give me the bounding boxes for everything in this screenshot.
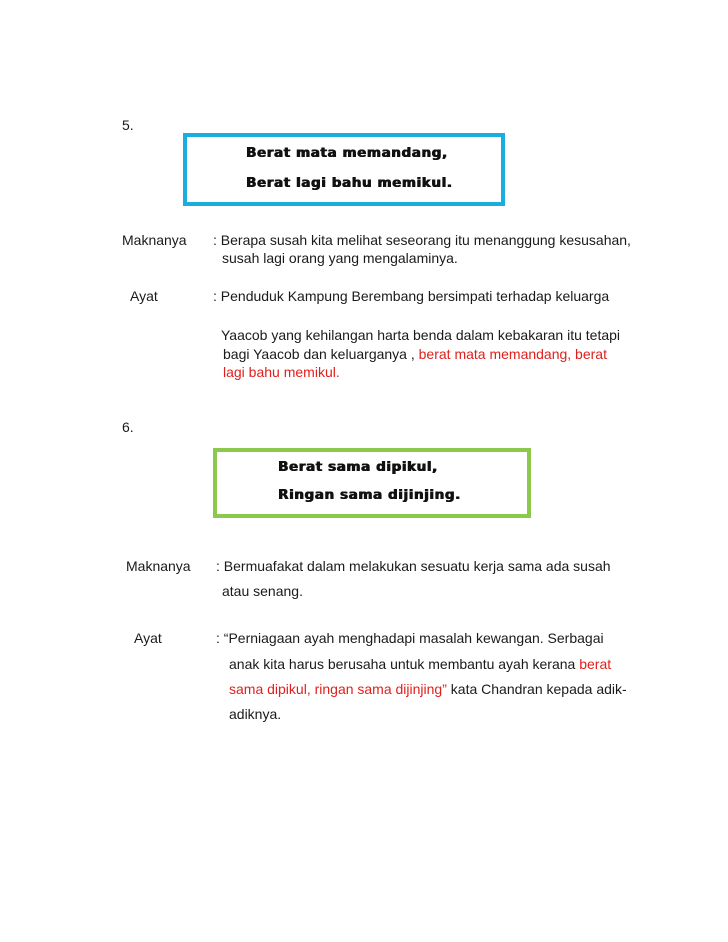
ayat-text-line-3 xyxy=(229,681,627,697)
ayat-plain-text: kata Chandran kepada adik- xyxy=(446,681,627,697)
ayat-plain-text: bagi Yaacob dan keluarganya , xyxy=(223,346,419,362)
maknanya-text-line-1: : Berapa susah kita melihat seseorang itu menanggung kesusahan, xyxy=(213,232,631,248)
maknanya-label: Maknanya xyxy=(122,232,187,248)
ayat-plain-text: anak kita harus berusaha untuk membantu ayah kerana xyxy=(229,656,580,672)
peribahasa-highlight: berat mata memandang, berat xyxy=(418,346,607,362)
proverb-line-1: Berat sama dipikul, xyxy=(278,459,438,475)
ayat-text-line-1: : Penduduk Kampung Berembang bersimpati terhadap keluarga xyxy=(213,288,610,304)
proverb-line-2: Ringan sama dijinjing. xyxy=(278,487,461,503)
ayat-text-line-2: Yaacob yang kehilangan harta benda dalam kebakaran itu tetapi xyxy=(221,327,621,343)
ayat-text-line-3 xyxy=(223,346,607,362)
ayat-text-line-4: adiknya. xyxy=(229,706,282,722)
ayat-label: Ayat xyxy=(134,630,162,646)
item-number: 6. xyxy=(122,419,134,435)
peribahasa-highlight: sama dipikul, ringan sama dijinjing” xyxy=(229,681,447,697)
proverb-line-2: Berat lagi bahu memikul. xyxy=(246,175,453,191)
ayat-text-line-2 xyxy=(229,656,611,672)
item-number: 5. xyxy=(122,117,134,133)
proverb-box xyxy=(183,133,505,206)
peribahasa-highlight-line-2: lagi bahu memikul. xyxy=(223,364,340,380)
maknanya-text-line-1: : Bermuafakat dalam melakukan sesuatu kerja sama ada susah xyxy=(216,558,611,574)
proverb-line-1: Berat mata memandang, xyxy=(246,145,448,161)
peribahasa-highlight: berat xyxy=(579,656,612,672)
maknanya-text-line-2: susah lagi orang yang mengalaminya. xyxy=(222,250,458,266)
ayat-text-line-1: : “Perniagaan ayah menghadapi masalah kewangan. Serbagai xyxy=(216,630,604,646)
maknanya-text-line-2: atau senang. xyxy=(222,583,303,599)
maknanya-label: Maknanya xyxy=(126,558,191,574)
ayat-label: Ayat xyxy=(130,288,158,304)
